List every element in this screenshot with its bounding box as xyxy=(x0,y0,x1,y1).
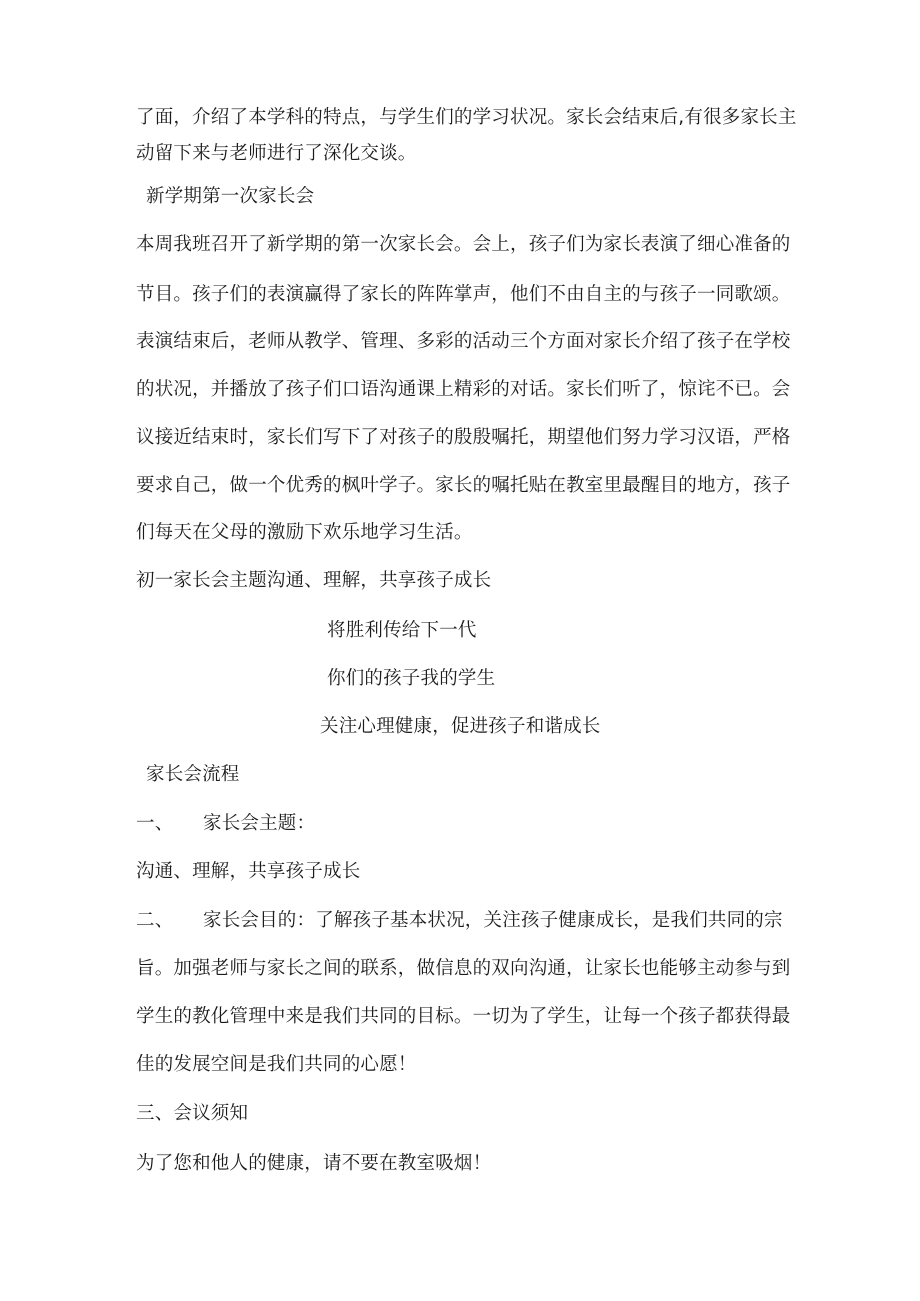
slogan-line: 将胜利传给下一代 xyxy=(327,620,477,641)
section-heading: 新学期第一次家长会 xyxy=(146,186,315,207)
list-item xyxy=(136,909,783,933)
paragraph-line: 沟通、理解，共享孩子成长 xyxy=(136,861,361,882)
section-heading: 三、会议须知 xyxy=(136,1103,249,1124)
list-title: 家长会主题： xyxy=(203,813,316,834)
list-text: 家长会目的：了解孩子基本状况，关注孩子健康成长，是我们共同的宗 xyxy=(203,910,783,931)
paragraph-line: 议接近结束时，家长们写下了对孩子的殷殷嘱托，期望他们努力学习汉语，严格 xyxy=(136,427,791,448)
paragraph-line: 表演结束后，老师从教学、管理、多彩的活动三个方面对家长介绍了孩子在学校 xyxy=(136,331,791,352)
paragraph-line: 节目。孩子们的表演赢得了家长的阵阵掌声，他们不由自主的与孩子一同歌颂。 xyxy=(136,284,791,305)
slogan-line: 你们的孩子我的学生 xyxy=(327,668,496,689)
theme-line: 初一家长会主题沟通、理解，共享孩子成长 xyxy=(136,570,492,591)
paragraph-line: 本周我班召开了新学期的第一次家长会。会上，孩子们为家长表演了细心准备的 xyxy=(136,234,791,255)
section-heading: 家长会流程 xyxy=(146,764,240,785)
list-number: 二、 xyxy=(136,910,174,931)
paragraph-line: 了面，介绍了本学科的特点，与学生们的学习状况。家长会结束后,有很多家长主 xyxy=(136,107,797,128)
paragraph-line: 旨。加强老师与家长之间的联系，做信息的双向沟通，让家长也能够主动参与到 xyxy=(136,958,791,979)
paragraph-line: 为了您和他人的健康，请不要在教室吸烟！ xyxy=(136,1153,492,1174)
paragraph-line: 动留下来与老师进行了深化交谈。 xyxy=(136,143,417,164)
slogan-line: 关注心理健康，促进孩子和谐成长 xyxy=(320,716,601,737)
paragraph-line: 佳的发展空间是我们共同的心愿！ xyxy=(136,1054,417,1075)
list-item xyxy=(136,812,315,836)
list-number: 一、 xyxy=(136,813,174,834)
paragraph-line: 们每天在父母的激励下欢乐地学习生活。 xyxy=(136,522,473,543)
paragraph-line: 的状况，并播放了孩子们口语沟通课上精彩的对话。家长们听了，惊诧不已。会 xyxy=(136,379,791,400)
paragraph-line: 学生的教化管理中来是我们共同的目标。一切为了学生，让每一个孩子都获得最 xyxy=(136,1006,791,1027)
paragraph-line: 要求自己，做一个优秀的枫叶学子。家长的嘱托贴在教室里最醒目的地方，孩子 xyxy=(136,475,791,496)
